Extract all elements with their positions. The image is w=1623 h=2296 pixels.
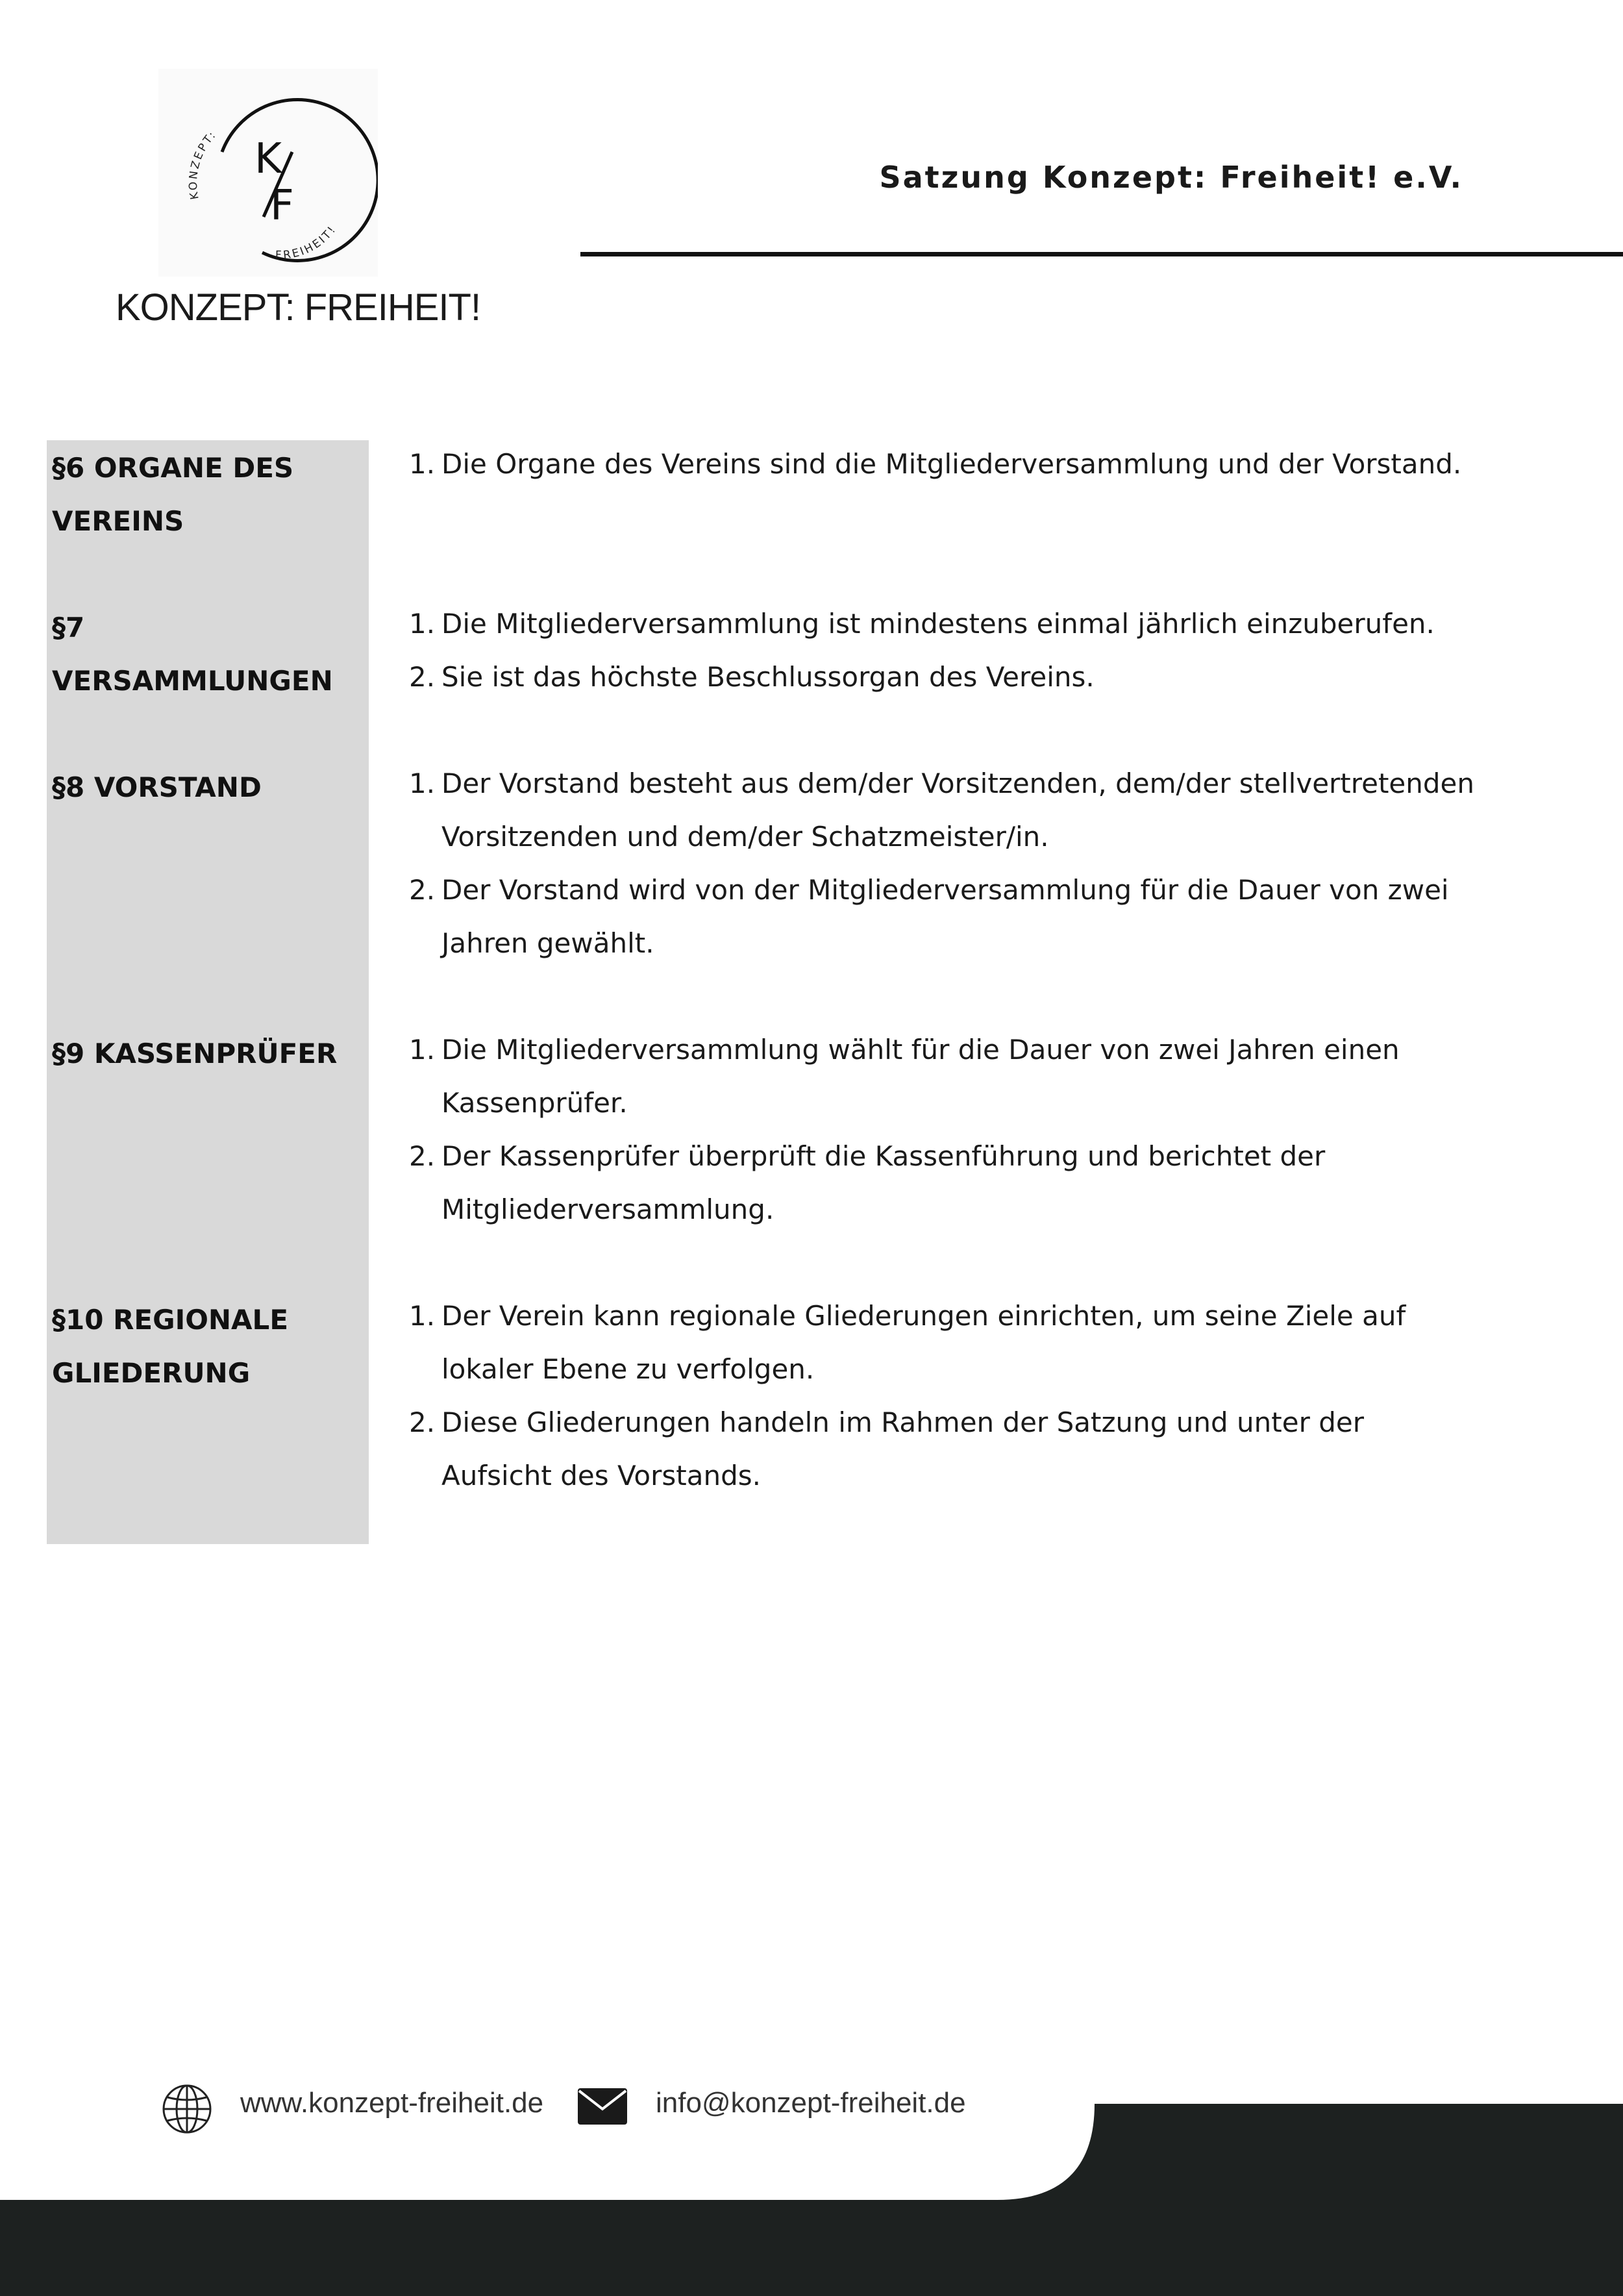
title-divider [580, 252, 1623, 256]
item-number: 1. [409, 608, 436, 640]
item-text: Die Mitgliederversammlung wählt für die Dauer von zwei Jahren einen Kassenprüfer. [441, 1034, 1400, 1119]
logo-monogram-k: K [254, 135, 282, 183]
list-item [409, 1396, 1480, 1503]
list-item [409, 651, 1480, 704]
section-item-list [409, 1290, 1480, 1503]
logo-monogram-f: F [270, 182, 294, 230]
item-text: Diese Gliederungen handeln im Rahmen der Satzung und unter der Aufsicht des Vorstands. [441, 1406, 1364, 1491]
item-number: 1. [409, 1034, 436, 1066]
brand-name: KONZEPT: FREIHEIT! [116, 286, 481, 329]
list-item [409, 438, 1480, 491]
list-item [409, 1023, 1480, 1130]
section-heading: §6 ORGANE DES VEREINS [52, 452, 294, 537]
footer-band [0, 2104, 1623, 2296]
section-item-list [409, 438, 1480, 491]
item-text: Der Vorstand wird von der Mitgliederversammlung für die Dauer von zwei Jahren gewählt. [441, 874, 1449, 959]
item-number: 2. [409, 1406, 436, 1438]
item-number: 1. [409, 1300, 436, 1332]
section-item-list [409, 597, 1480, 704]
item-number: 1. [409, 767, 436, 799]
list-item [409, 757, 1480, 864]
globe-icon [161, 2083, 213, 2135]
section-heading: §10 REGIONALE GLIEDERUNG [52, 1304, 289, 1389]
list-item [409, 864, 1480, 970]
item-number: 1. [409, 448, 436, 480]
item-text: Der Verein kann regionale Gliederungen einrichten, um seine Ziele auf lokaler Ebene zu verfolgen. [441, 1300, 1406, 1385]
website-link[interactable]: www.konzept-freiheit.de [240, 2087, 544, 2119]
logo-arc-text-top: KONZEPT: [186, 128, 220, 201]
list-item [409, 1290, 1480, 1396]
email-link[interactable]: info@konzept-freiheit.de [656, 2087, 966, 2119]
list-item [409, 1130, 1480, 1236]
item-number: 2. [409, 1140, 436, 1172]
document-title: Satzung Konzept: Freiheit! e.V. [879, 160, 1463, 195]
footer-shape [0, 2104, 1623, 2296]
logo [158, 69, 378, 277]
section-heading: §8 VORSTAND [52, 771, 262, 803]
section-heading: §9 KASSENPRÜFER [52, 1038, 338, 1069]
section-heading: §7 VERSAMMLUNGEN [52, 612, 333, 697]
item-text: Sie ist das höchste Beschlussorgan des Vereins. [441, 661, 1095, 693]
section-item-list [409, 1023, 1480, 1236]
item-text: Die Organe des Vereins sind die Mitgliederversammlung und der Vorstand. [441, 448, 1462, 480]
item-number: 2. [409, 874, 436, 906]
envelope-icon [576, 2087, 628, 2126]
item-text: Der Vorstand besteht aus dem/der Vorsitzenden, dem/der stellvertretenden Vorsitzenden und dem/der Schatzmeister/in. [441, 767, 1474, 853]
item-text: Die Mitgliederversammlung ist mindestens einmal jährlich einzuberufen. [441, 608, 1435, 640]
item-text: Der Kassenprüfer überprüft die Kassenführung und berichtet der Mitgliederversammlung. [441, 1140, 1326, 1225]
section-item-list [409, 757, 1480, 970]
logo-emblem [158, 69, 378, 277]
list-item [409, 597, 1480, 651]
item-number: 2. [409, 661, 436, 693]
logo-arc-text-bottom: FREIHEIT! [275, 223, 340, 262]
